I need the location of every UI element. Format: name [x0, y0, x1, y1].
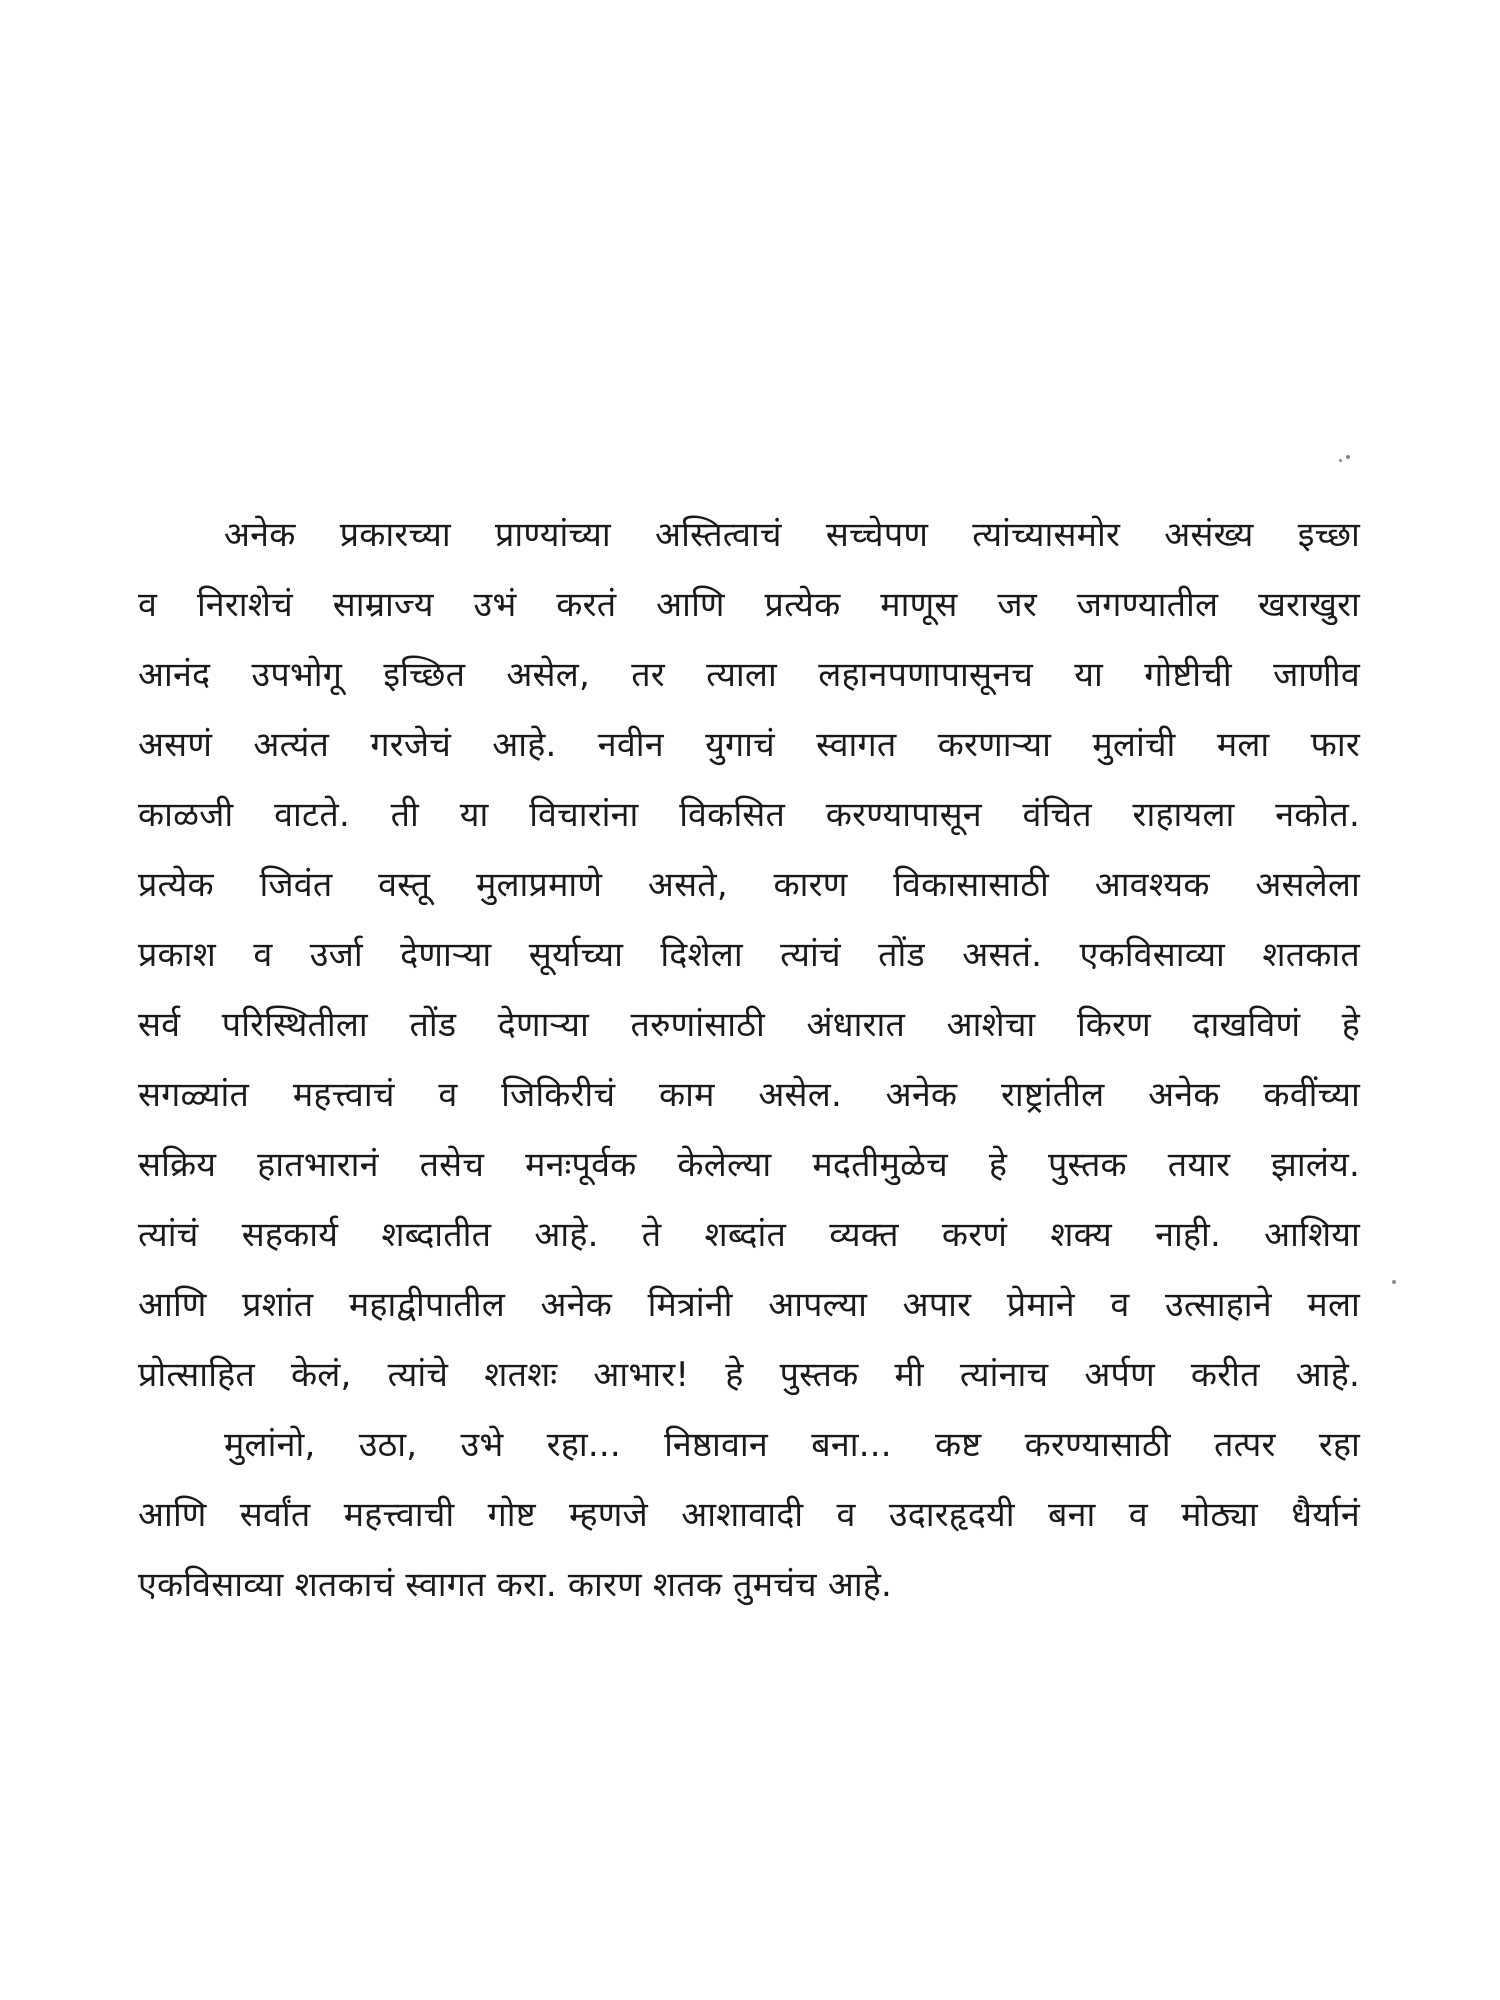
text-line: त्यांचं सहकार्य शब्दातीत आहे. ते शब्दांत व्यक्त करणं शक्य नाही. आशिया	[138, 1215, 1360, 1255]
body-text	[138, 500, 1360, 1620]
paragraph-2	[138, 1410, 1360, 1620]
scan-speck	[1339, 459, 1342, 462]
text-line: आणि सर्वांत महत्त्वाची गोष्ट म्हणजे आशावादी व उदारहृदयी बना व मोठ्या धैर्यानं	[138, 1495, 1360, 1535]
text-line: सर्व परिस्थितीला तोंड देणाऱ्या तरुणांसाठी अंधारात आशेचा किरण दाखविणं हे	[138, 1005, 1360, 1045]
text-line: मुलांनो, उठा, उभे रहा... निष्ठावान बना... कष्ट करण्यासाठी तत्पर रहा	[224, 1425, 1360, 1465]
text-line: व निराशेचं साम्राज्य उभं करतं आणि प्रत्येक माणूस जर जगण्यातील खराखुरा	[138, 585, 1360, 625]
text-line: आणि प्रशांत महाद्वीपातील अनेक मित्रांनी आपल्या अपार प्रेमाने व उत्साहाने मला	[138, 1285, 1360, 1325]
text-line: सगळ्यांत महत्त्वाचं व जिकिरीचं काम असेल. अनेक राष्ट्रांतील अनेक कवींच्या	[138, 1075, 1360, 1115]
text-line: एकविसाव्या शतकाचं स्वागत करा. कारण शतक तुमचंच आहे.	[138, 1565, 893, 1605]
text-line: आनंद उपभोगू इच्छित असेल, तर त्याला लहानपणापासूनच या गोष्टीची जाणीव	[138, 655, 1360, 695]
text-line: अनेक प्रकारच्या प्राण्यांच्या अस्तित्वाचं सच्चेपण त्यांच्यासमोर असंख्य इच्छा	[224, 515, 1360, 555]
text-line: सक्रिय हातभारानं तसेच मनःपूर्वक केलेल्या मदतीमुळेच हे पुस्तक तयार झालंय.	[138, 1145, 1360, 1185]
text-line: प्रत्येक जिवंत वस्तू मुलाप्रमाणे असते, कारण विकासासाठी आवश्यक असलेला	[138, 865, 1360, 905]
text-line: असणं अत्यंत गरजेचं आहे. नवीन युगाचं स्वागत करणाऱ्या मुलांची मला फार	[138, 725, 1360, 765]
scan-speck	[1392, 1280, 1396, 1284]
text-line: काळजी वाटते. ती या विचारांना विकसित करण्यापासून वंचित राहायला नकोत.	[138, 795, 1360, 835]
text-line: प्रकाश व उर्जा देणाऱ्या सूर्याच्या दिशेला त्यांचं तोंड असतं. एकविसाव्या शतकात	[138, 935, 1360, 975]
text-line: प्रोत्साहित केलं, त्यांचे शतशः आभार! हे पुस्तक मी त्यांनाच अर्पण करीत आहे.	[138, 1355, 1360, 1395]
paragraph-1	[138, 500, 1360, 1410]
scan-speck	[1346, 455, 1350, 459]
